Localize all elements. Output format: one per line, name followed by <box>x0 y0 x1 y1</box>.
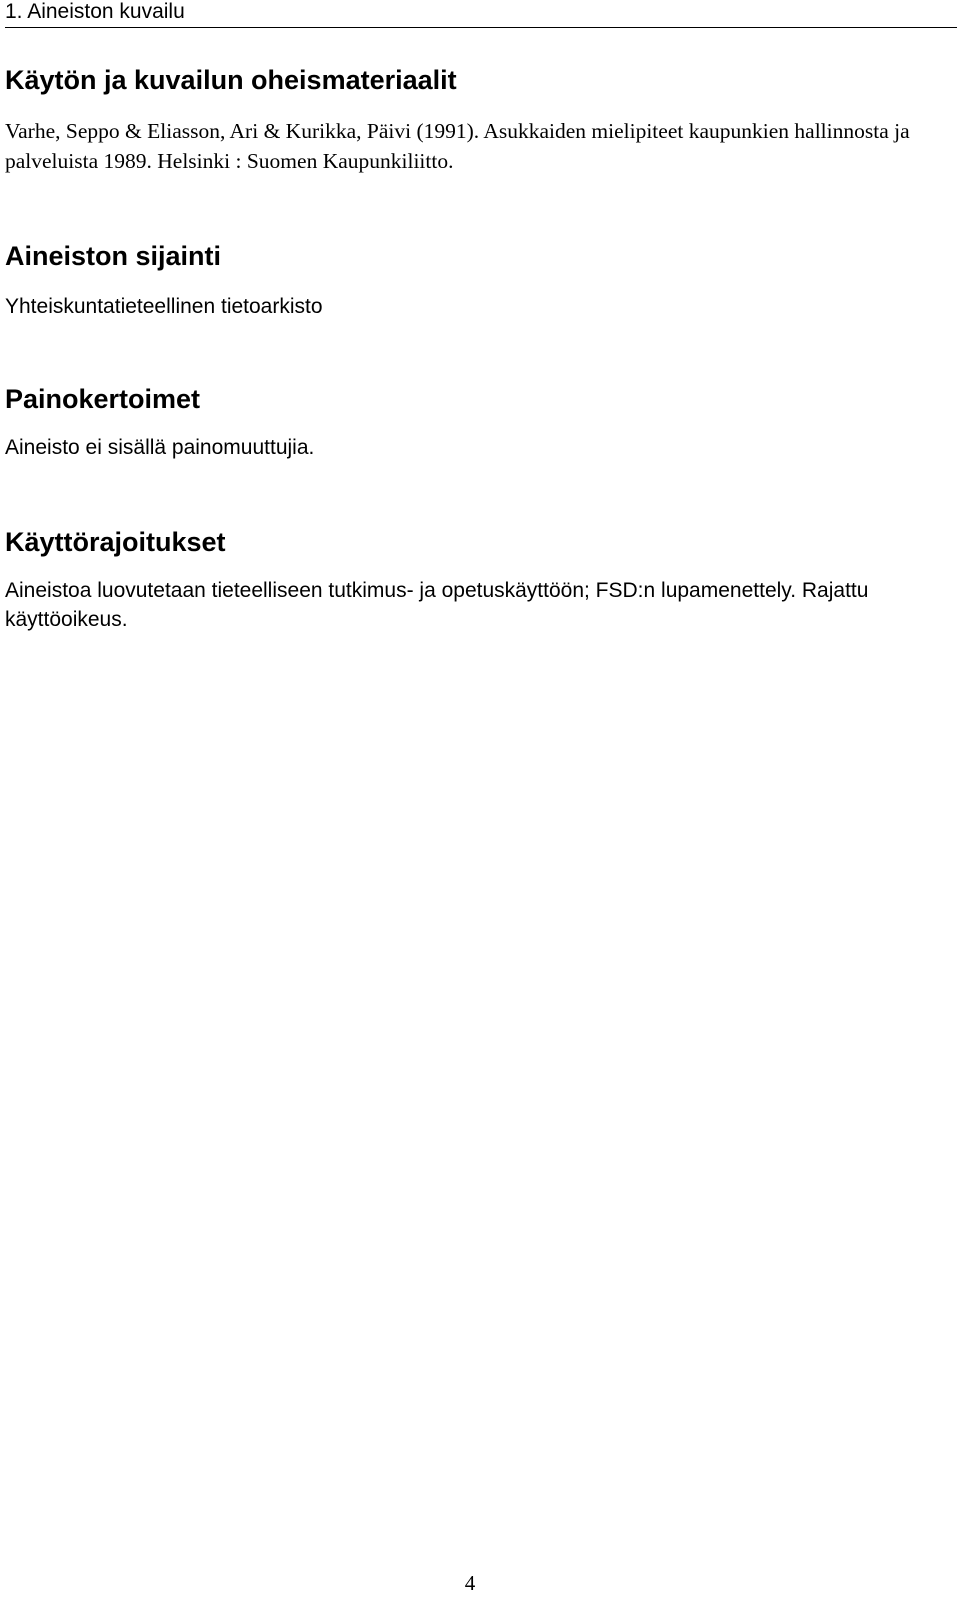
section-heading: Aineiston sijainti <box>5 241 222 271</box>
running-header <box>5 0 957 28</box>
section-data-location <box>5 240 957 321</box>
section-usage-restrictions <box>5 526 957 634</box>
section-weights <box>5 383 957 462</box>
section-heading: Käytön ja kuvailun oheismateriaalit <box>5 65 457 95</box>
section-text: Aineistoa luovutetaan tieteelliseen tutkimus- ja opetuskäyttöön; FSD:n lupamenettely. Rajattu käyttöoikeus. <box>5 579 869 631</box>
section-text: Aineisto ei sisällä painomuuttujia. <box>5 436 315 459</box>
running-header-title: 1. Aineiston kuvailu <box>5 0 185 23</box>
section-text: Varhe, Seppo & Eliasson, Ari & Kurikka, Päivi (1991). Asukkaiden mielipiteet kaupunkien hallinnosta ja palveluista 1989. Helsinki : Suomen Kaupunkiliitto. <box>5 119 910 173</box>
section-heading: Käyttörajoitukset <box>5 527 226 557</box>
page-number: 4 <box>464 1571 476 1595</box>
section-text: Yhteiskuntatieteellinen tietoarkisto <box>5 295 323 318</box>
section-supplementary-materials <box>5 64 957 176</box>
section-heading: Painokertoimet <box>5 384 201 414</box>
